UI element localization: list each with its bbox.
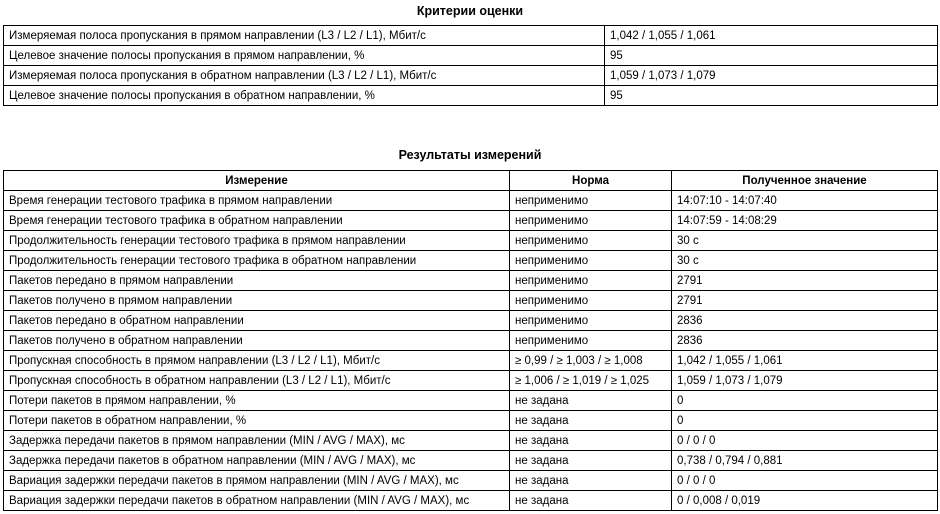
results-table-header bbox=[4, 171, 938, 191]
results-row bbox=[4, 371, 938, 391]
value-cell: 1,059 / 1,073 / 1,079 bbox=[672, 371, 938, 391]
results-table bbox=[3, 170, 938, 511]
value-cell: 2836 bbox=[672, 331, 938, 351]
value-cell: 2836 bbox=[672, 311, 938, 331]
measurement-cell: Время генерации тестового трафика в обратном направлении bbox=[4, 211, 510, 231]
criteria-row bbox=[4, 86, 938, 106]
value-cell: 2791 bbox=[672, 291, 938, 311]
value-cell: 30 с bbox=[672, 231, 938, 251]
norm-cell: не задана bbox=[510, 451, 672, 471]
measurement-cell: Пакетов передано в прямом направлении bbox=[4, 271, 510, 291]
measurement-cell: Потери пакетов в прямом направлении, % bbox=[4, 391, 510, 411]
norm-cell: не задана bbox=[510, 431, 672, 451]
criteria-value: 95 bbox=[605, 46, 938, 66]
results-row bbox=[4, 351, 938, 371]
value-cell: 14:07:59 - 14:08:29 bbox=[672, 211, 938, 231]
results-row bbox=[4, 451, 938, 471]
value-cell: 30 с bbox=[672, 251, 938, 271]
norm-cell: не задана bbox=[510, 411, 672, 431]
norm-cell: ≥ 0,99 / ≥ 1,003 / ≥ 1,008 bbox=[510, 351, 672, 371]
value-cell: 0 bbox=[672, 411, 938, 431]
measurement-cell: Продолжительность генерации тестового трафика в прямом направлении bbox=[4, 231, 510, 251]
value-cell: 14:07:10 - 14:07:40 bbox=[672, 191, 938, 211]
measurement-cell: Пропускная способность в обратном направлении (L3 / L2 / L1), Мбит/с bbox=[4, 371, 510, 391]
measurement-cell: Задержка передачи пакетов в прямом направлении (MIN / AVG / MAX), мс bbox=[4, 431, 510, 451]
results-table-body bbox=[4, 191, 938, 511]
criteria-label: Целевое значение полосы пропускания в прямом направлении, % bbox=[4, 46, 605, 66]
header-norm: Норма bbox=[510, 171, 672, 191]
measurement-cell: Продолжительность генерации тестового трафика в обратном направлении bbox=[4, 251, 510, 271]
measurement-cell: Потери пакетов в обратном направлении, % bbox=[4, 411, 510, 431]
header-measurement: Измерение bbox=[4, 171, 510, 191]
criteria-label: Целевое значение полосы пропускания в обратном направлении, % bbox=[4, 86, 605, 106]
measurement-cell: Пакетов получено в прямом направлении bbox=[4, 291, 510, 311]
results-row bbox=[4, 291, 938, 311]
norm-cell: неприменимо bbox=[510, 211, 672, 231]
criteria-row bbox=[4, 66, 938, 86]
results-row bbox=[4, 311, 938, 331]
measurement-cell: Пакетов получено в обратном направлении bbox=[4, 331, 510, 351]
results-row bbox=[4, 271, 938, 291]
norm-cell: ≥ 1,006 / ≥ 1,019 / ≥ 1,025 bbox=[510, 371, 672, 391]
results-row bbox=[4, 211, 938, 231]
criteria-value: 95 bbox=[605, 86, 938, 106]
measurement-cell: Вариация задержки передачи пакетов в прямом направлении (MIN / AVG / MAX), мс bbox=[4, 471, 510, 491]
norm-cell: неприменимо bbox=[510, 231, 672, 251]
results-row bbox=[4, 391, 938, 411]
norm-cell: не задана bbox=[510, 471, 672, 491]
value-cell: 0 / 0,008 / 0,019 bbox=[672, 491, 938, 511]
measurement-cell: Пакетов передано в обратном направлении bbox=[4, 311, 510, 331]
criteria-row bbox=[4, 46, 938, 66]
measurement-cell: Вариация задержки передачи пакетов в обратном направлении (MIN / AVG / MAX), мс bbox=[4, 491, 510, 511]
value-cell: 0 bbox=[672, 391, 938, 411]
criteria-table bbox=[3, 25, 938, 106]
value-cell: 2791 bbox=[672, 271, 938, 291]
norm-cell: неприменимо bbox=[510, 251, 672, 271]
criteria-label: Измеряемая полоса пропускания в прямом направлении (L3 / L2 / L1), Мбит/с bbox=[4, 26, 605, 46]
criteria-row bbox=[4, 26, 938, 46]
results-row bbox=[4, 331, 938, 351]
results-row bbox=[4, 431, 938, 451]
criteria-label: Измеряемая полоса пропускания в обратном направлении (L3 / L2 / L1), Мбит/с bbox=[4, 66, 605, 86]
results-row bbox=[4, 191, 938, 211]
value-cell: 0 / 0 / 0 bbox=[672, 431, 938, 451]
value-cell: 0 / 0 / 0 bbox=[672, 471, 938, 491]
norm-cell: неприменимо bbox=[510, 191, 672, 211]
results-row bbox=[4, 491, 938, 511]
value-cell: 1,042 / 1,055 / 1,061 bbox=[672, 351, 938, 371]
results-row bbox=[4, 411, 938, 431]
results-row bbox=[4, 251, 938, 271]
norm-cell: не задана bbox=[510, 491, 672, 511]
measurement-cell: Пропускная способность в прямом направлении (L3 / L2 / L1), Мбит/с bbox=[4, 351, 510, 371]
results-title: Результаты измерений bbox=[398, 148, 542, 162]
norm-cell: не задана bbox=[510, 391, 672, 411]
measurement-cell: Задержка передачи пакетов в обратном направлении (MIN / AVG / MAX), мс bbox=[4, 451, 510, 471]
header-value: Полученное значение bbox=[672, 171, 938, 191]
criteria-value: 1,042 / 1,055 / 1,061 bbox=[605, 26, 938, 46]
criteria-value: 1,059 / 1,073 / 1,079 bbox=[605, 66, 938, 86]
criteria-table-body bbox=[4, 26, 938, 106]
measurement-cell: Время генерации тестового трафика в прямом направлении bbox=[4, 191, 510, 211]
norm-cell: неприменимо bbox=[510, 271, 672, 291]
criteria-title: Критерии оценки bbox=[416, 4, 524, 18]
value-cell: 0,738 / 0,794 / 0,881 bbox=[672, 451, 938, 471]
results-row bbox=[4, 471, 938, 491]
results-header-row bbox=[4, 171, 938, 191]
norm-cell: неприменимо bbox=[510, 311, 672, 331]
norm-cell: неприменимо bbox=[510, 291, 672, 311]
norm-cell: неприменимо bbox=[510, 331, 672, 351]
results-row bbox=[4, 231, 938, 251]
